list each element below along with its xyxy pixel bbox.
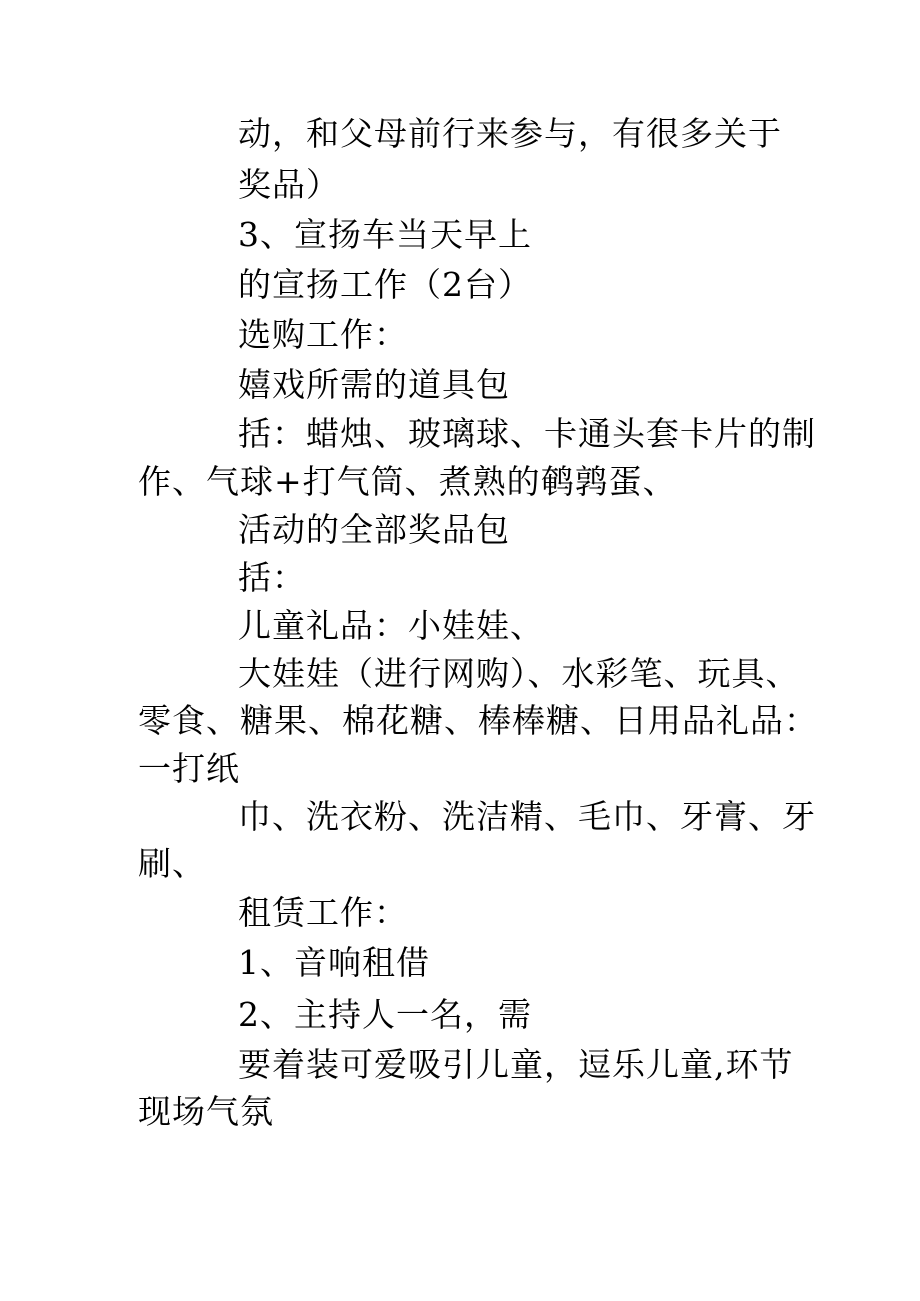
text-line: 2、主持人一名，需 xyxy=(238,995,532,1034)
document-body xyxy=(138,108,818,1136)
text-line: 零食、糖果、棉花糖、棒棒糖、日用品礼品： xyxy=(138,701,818,740)
text-line: 刷、 xyxy=(138,844,206,883)
text-line: 作、气球+打气筒、煮熟的鹌鹑蛋、 xyxy=(138,462,677,501)
text-line: 活动的全部奖品包 xyxy=(238,510,510,549)
text-line: 括： xyxy=(238,558,306,597)
text-line: 动，和父母前行来参与，有很多关于 xyxy=(238,114,782,153)
text-line: 选购工作： xyxy=(238,315,408,354)
text-line: 1、音响租借 xyxy=(238,943,430,982)
text-line: 奖品） xyxy=(238,165,340,204)
text-line: 括：蜡烛、玻璃球、卡通头套卡片的制 xyxy=(238,414,816,453)
text-line: 要着装可爱吸引儿童，逗乐儿童,环节 xyxy=(238,1045,794,1084)
text-line: 现场气氛 xyxy=(138,1092,274,1131)
text-line: 嬉戏所需的道具包 xyxy=(238,365,510,404)
text-line: 大娃娃（进行网购）、水彩笔、玩具、 xyxy=(238,654,800,693)
text-line: 一打纸 xyxy=(138,749,240,788)
text-line: 巾、洗衣粉、洗洁精、毛巾、牙膏、牙 xyxy=(238,797,816,836)
text-line: 租赁工作： xyxy=(238,893,408,932)
text-line: 儿童礼品：小娃娃、 xyxy=(238,606,544,645)
text-line: 的宣扬工作（2台） xyxy=(238,265,532,304)
text-line: 3、宣扬车当天早上 xyxy=(238,215,532,254)
